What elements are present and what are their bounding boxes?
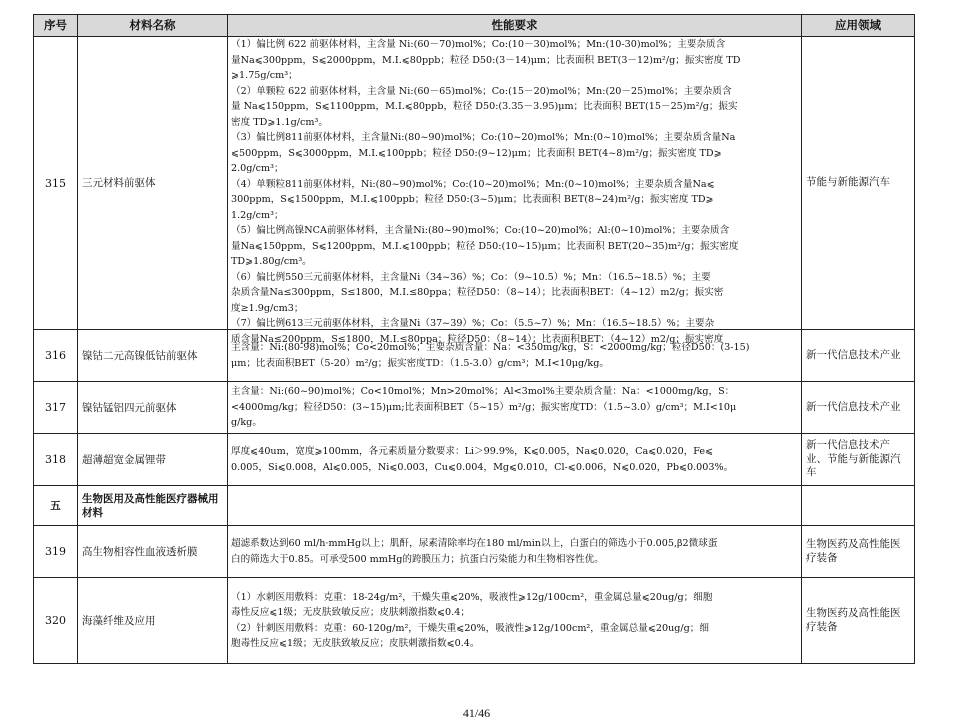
requirements-cell: [228, 37, 802, 345]
row-number: 317: [34, 382, 78, 434]
table-row: [34, 382, 915, 434]
requirements-cell: [228, 526, 802, 578]
row-number: 315: [34, 37, 78, 330]
application-field: 新一代信息技术产业: [802, 382, 915, 434]
requirement-line: （1）偏比例 622 前驱体材料，主含量 Ni:(60－70)mol%；Co:(10－30)mol%；Mn:(10-30)mol%；主要杂质含: [231, 39, 726, 50]
requirement-line: 2.0g/cm³；: [231, 163, 284, 174]
table-row: [34, 578, 915, 664]
section-number: 五: [34, 486, 78, 526]
requirement-line: 质含量Na≤200ppm，S≤1800，M.I.≤80ppa；粒径D50：（8~14）；比表面积BET：（4~12）m2/g；振实密度: [231, 333, 724, 345]
application-field: 新一代信息技术产业: [802, 330, 915, 382]
header-no: 序号: [34, 15, 78, 37]
section-row: [34, 486, 915, 526]
page-number: 41/46: [462, 706, 491, 720]
table-row: [34, 434, 915, 486]
requirement-line: 毒性反应⩽1级；无皮肤致敏反应；皮肤刺激指数⩽0.4；: [231, 607, 470, 618]
row-number: 318: [34, 434, 78, 486]
requirements-cell: [228, 382, 802, 434]
requirement-line: （2）针刺医用敷料：克重：60-120g/m²，干燥失重⩽20%，吸液性⩾12g/100cm²，重金属总量⩽20ug/g；细: [231, 622, 709, 634]
requirement-line: （6）偏比例550三元前驱体材料，主含量Ni（34~36）%；Co：（9~10.5）%；Mn：（16.5~18.5）%；主要: [231, 271, 711, 283]
row-number: 320: [34, 578, 78, 664]
table-row: [34, 37, 915, 330]
requirements-cell: [228, 434, 802, 486]
requirement-line: 0.005，Si⩽0.008，Al⩽0.005，Ni⩽0.003，Cu⩽0.004，Mg⩽0.010，Cl-⩽0.006，N⩽0.020，Pb⩽0.003%。: [231, 461, 734, 473]
requirement-line: （4）单颗粒811前驱体材料，Ni:(80~90)mol%；Co:(10~20)mol%；Mn:(0~10)mol%；主要杂质含量Na⩽: [231, 178, 715, 190]
requirement-line: （5）偏比例高镍NCA前驱体材料，主含量Ni:(80~90)mol%；Co:(10~20)mol%；Al:(0~10)mol%；主要杂质含: [231, 225, 730, 236]
requirement-line: 主含量：Ni:(60~90)mol%；Co<10mol%；Mn>20mol%；Al<3mol%主要杂质含量：Na：<1000mg/kg，S：: [231, 386, 735, 398]
application-field: 生物医药及高性能医疗装备: [802, 578, 915, 664]
material-name: 镍钴锰铝四元前驱体: [78, 382, 228, 434]
requirement-line: 超滤系数达到60 ml/h·mmHg以上；肌酐，尿素清除率均在180 ml/min以上，白蛋白的筛选小于0.005,β2微球蛋: [231, 538, 718, 549]
material-name: 高生物相容性血液透析膜: [78, 526, 228, 578]
requirement-line: 度≥1.9g/cm3；: [231, 302, 304, 314]
section-empty-cell: [228, 486, 802, 526]
material-name: 海藻纤维及应用: [78, 578, 228, 664]
requirement-line: （2）单颗粒 622 前驱体材料，主含量 Ni:(60－65)mol%；Co:(15－20)mol%；Mn:(20－25)mol%；主要杂质含: [231, 85, 732, 97]
requirement-line: 白的筛选大于0.85。可承受500 mmHg的跨膜压力；抗蛋白污染能力和生物相容性优。: [231, 553, 604, 565]
requirement-line: 密度 TD⩾1.1g/cm³。: [231, 116, 328, 128]
requirement-line: g/kg。: [231, 417, 262, 429]
table-row: [34, 526, 915, 578]
requirement-line: 量 Na⩽150ppm，S⩽1100ppm，M.I.⩽80ppb，粒径 D50:(3.35－3.95)μm；比表面积 BET(15－25)m²/g；振实: [231, 101, 738, 112]
requirement-line: μm；比表面积BET（5-20）m²/g；振实密度TD：（1.5-3.0）g/cm³；M.I<10μg/kg。: [231, 357, 609, 369]
requirement-line: 主含量：Ni:(80-98)mol%；Co<20mol%；主要杂质含量：Na：<350mg/kg，S：<2000mg/kg；粒径D50：(3-15): [231, 342, 750, 353]
requirement-line: ⩽500ppm，S⩽3000ppm，M.I.⩽100ppb；粒径 D50:(9~12)μm；比表面积 BET(4~8)m²/g；振实密度 TD⩾: [231, 147, 722, 159]
header-material-name: 材料名称: [78, 15, 228, 37]
requirement-line: 1.2g/cm³；: [231, 209, 284, 221]
header-requirements: 性能要求: [228, 15, 802, 37]
requirement-line: TD⩾1.80g/cm³。: [231, 256, 312, 267]
section-title: 生物医用及高性能医疗器械用材料: [78, 486, 228, 526]
row-number: 319: [34, 526, 78, 578]
materials-table: [33, 14, 915, 664]
row-number: 316: [34, 330, 78, 382]
requirement-line: 胞毒性反应⩽1级；无皮肤致敏反应；皮肤刺激指数⩽0.4。: [231, 638, 480, 649]
section-empty-cell: [802, 486, 915, 526]
requirements-cell: [228, 578, 802, 664]
requirement-line: 量Na⩽300ppm，S⩽2000ppm，M.I.⩽80ppb；粒径 D50:(3－14)μm；比表面积 BET(3－12)m²/g；振实密度 TD: [231, 54, 741, 66]
material-name: 超薄超宽金属锂带: [78, 434, 228, 486]
application-field: 节能与新能源汽车: [802, 37, 915, 330]
requirement-line: 300ppm，S⩽1500ppm，M.I.⩽100ppb；粒径 D50:(3~5)μm；比表面积 BET(8~24)m²/g；振实密度 TD⩾: [231, 194, 714, 205]
application-field: 生物医药及高性能医疗装备: [802, 526, 915, 578]
application-field: 新一代信息技术产业、节能与新能源汽车: [802, 434, 915, 486]
requirement-line: （7）偏比例613三元前驱体材料，主含量Ni（37~39）%；Co：（5.5~7）%；Mn：（16.5~18.5）%；主要杂: [231, 318, 715, 329]
requirement-line: 量Na⩽150ppm，S⩽1200ppm，M.I.⩽100ppb；粒径 D50:(10~15)μm；比表面积 BET(20~35)m²/g；振实密度: [231, 240, 739, 252]
requirement-line: 杂质含量Na≤300ppm，S≤1800，M.I.≤80ppa；粒径D50：（8~14）；比表面积BET：（4~12）m2/g；振实密: [231, 287, 724, 298]
header-application: 应用领域: [802, 15, 915, 37]
requirement-line: （3）偏比例811前驱体材料，主含量Ni:(80~90)mol%；Co:(10~20)mol%；Mn:(0~10)mol%；主要杂质含量Na: [231, 132, 736, 143]
table-header-row: [34, 15, 915, 37]
material-name: 镍钴二元高镍低钴前驱体: [78, 330, 228, 382]
material-name: 三元材料前驱体: [78, 37, 228, 330]
requirement-line: 厚度⩽40um，宽度⩾100mm，各元素质量分数要求：Li＞99.9%，K⩽0.005，Na⩽0.020，Ca⩽0.020，Fe⩽: [231, 446, 714, 457]
requirement-line: （1）水刺医用敷料：克重：18-24g/m²，干燥失重⩽20%，吸液性⩾12g/100cm²，重金属总量⩽20ug/g；细胞: [231, 591, 713, 603]
requirement-line: ⩾1.75g/cm³；: [231, 70, 298, 81]
requirement-line: <4000mg/kg；粒径D50：(3~15)μm;比表面积BET（5~15）m²/g；振实密度TD：（1.5~3.0）g/cm³；M.I<10μ: [231, 401, 737, 413]
